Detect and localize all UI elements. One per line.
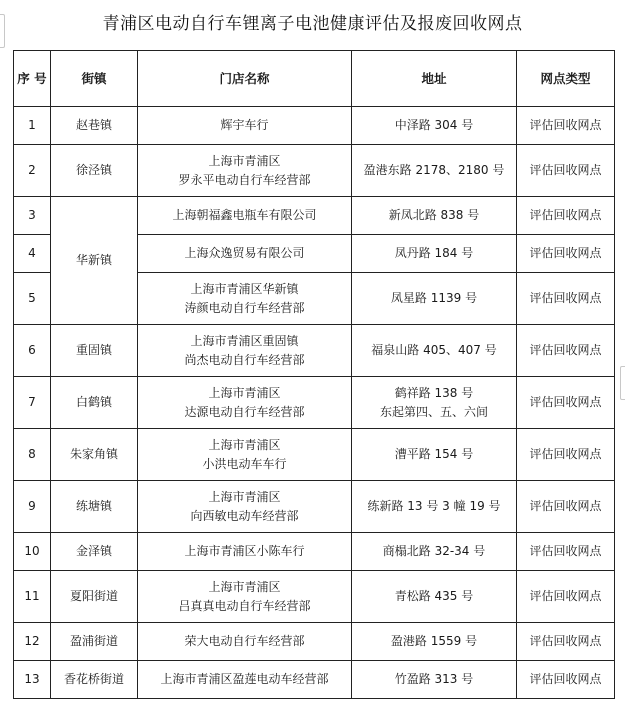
- cell-address: [352, 533, 517, 571]
- address-line: 鹤祥路 138 号: [394, 385, 474, 400]
- address-line: 中泽路 304 号: [394, 118, 474, 132]
- cell-type: 评估回收网点: [517, 571, 615, 623]
- cell-store: [138, 571, 352, 623]
- store-name-line: 上海市青浦区: [208, 579, 281, 594]
- cell-type: 评估回收网点: [517, 533, 615, 571]
- cell-seq: 6: [14, 325, 51, 377]
- cell-address: [352, 197, 517, 235]
- cell-seq: 8: [14, 429, 51, 481]
- address-line: 练新路 13 号 3 幢 19 号: [367, 499, 501, 513]
- cell-store: [138, 533, 352, 571]
- cell-store: [138, 623, 352, 661]
- cell-address: [352, 377, 517, 429]
- cell-seq: 10: [14, 533, 51, 571]
- cell-town: 香花桥街道: [51, 661, 138, 699]
- address-line: 盈港东路 2178、2180 号: [363, 163, 505, 177]
- cell-address: [352, 235, 517, 273]
- cell-type: 评估回收网点: [517, 429, 615, 481]
- table-row: [14, 481, 615, 533]
- recycling-points-table: [13, 50, 615, 699]
- store-name-line: 达源电动自行车经营部: [184, 404, 305, 419]
- cell-seq: 3: [14, 197, 51, 235]
- store-name-line: 罗永平电动自行车经营部: [178, 172, 311, 187]
- cell-type: 评估回收网点: [517, 197, 615, 235]
- table-row: [14, 107, 615, 145]
- cell-seq: 7: [14, 377, 51, 429]
- store-name-line: 上海市青浦区: [208, 489, 281, 504]
- store-name-line: 小洪电动车车行: [202, 456, 287, 471]
- cell-type: 评估回收网点: [517, 273, 615, 325]
- cell-store: [138, 661, 352, 699]
- cell-type: 评估回收网点: [517, 107, 615, 145]
- cell-type: 评估回收网点: [517, 377, 615, 429]
- store-name-line: 上海市青浦区重固镇: [190, 333, 299, 348]
- page-title: 青浦区电动自行车锂离子电池健康评估及报废回收网点: [102, 14, 523, 34]
- cell-type: 评估回收网点: [517, 145, 615, 197]
- table-row: [14, 377, 615, 429]
- header-seq-line2: 号: [34, 71, 47, 86]
- address-line: 福泉山路 405、407 号: [371, 343, 497, 357]
- store-name-line: 辉宇车行: [220, 118, 269, 132]
- header-town: 街镇: [51, 51, 138, 107]
- cell-store: [138, 197, 352, 235]
- cell-type: 评估回收网点: [517, 325, 615, 377]
- cell-address: [352, 325, 517, 377]
- header-seq-line1: 序: [17, 71, 30, 86]
- header-store: 门店名称: [138, 51, 352, 107]
- cell-address: [352, 145, 517, 197]
- table-row: [14, 429, 615, 481]
- cell-store: [138, 325, 352, 377]
- store-name-line: 上海市青浦区: [208, 385, 281, 400]
- cell-address: [352, 107, 517, 145]
- cell-store: [138, 235, 352, 273]
- cell-address: [352, 429, 517, 481]
- cell-store: [138, 145, 352, 197]
- cell-seq: 12: [14, 623, 51, 661]
- cell-town: 徐泾镇: [51, 145, 138, 197]
- cell-type: 评估回收网点: [517, 623, 615, 661]
- store-name-line: 涛颜电动自行车经营部: [184, 300, 305, 315]
- cell-town: 练塘镇: [51, 481, 138, 533]
- cell-type: 评估回收网点: [517, 235, 615, 273]
- table-row: [14, 197, 615, 235]
- address-line: 新凤北路 838 号: [388, 208, 480, 222]
- scroll-handle-left[interactable]: [0, 14, 5, 48]
- cell-store: [138, 481, 352, 533]
- table-row: [14, 571, 615, 623]
- table-row: [14, 145, 615, 197]
- address-line: 青松路 435 号: [394, 589, 474, 603]
- header-type: 网点类型: [517, 51, 615, 107]
- address-line: 凤星路 1139 号: [390, 291, 478, 305]
- cell-address: [352, 481, 517, 533]
- store-name-line: 荣大电动自行车经营部: [184, 634, 305, 648]
- cell-town: 夏阳街道: [51, 571, 138, 623]
- address-line: 商榻北路 32-34 号: [382, 544, 486, 558]
- cell-store: [138, 429, 352, 481]
- store-name-line: 上海市青浦区小陈车行: [184, 544, 305, 558]
- store-name-line: 上海市青浦区: [208, 153, 281, 168]
- table-row: [14, 661, 615, 699]
- cell-store: [138, 273, 352, 325]
- scroll-handle-right[interactable]: [620, 366, 625, 400]
- table-body: [14, 107, 615, 699]
- cell-address: [352, 623, 517, 661]
- store-name-line: 上海朝福鑫电瓶车有限公司: [172, 208, 317, 222]
- table-row: [14, 325, 615, 377]
- table-row: [14, 623, 615, 661]
- cell-town: 金泽镇: [51, 533, 138, 571]
- cell-address: [352, 273, 517, 325]
- cell-address: [352, 571, 517, 623]
- cell-type: 评估回收网点: [517, 481, 615, 533]
- table-row: [14, 533, 615, 571]
- cell-town: 白鹤镇: [51, 377, 138, 429]
- cell-store: [138, 377, 352, 429]
- address-line: 东起第四、五、六间: [379, 404, 488, 419]
- address-line: 漕平路 154 号: [394, 447, 474, 461]
- cell-seq: 13: [14, 661, 51, 699]
- table-header-row: [14, 51, 615, 107]
- cell-town: 华新镇: [51, 197, 138, 325]
- cell-seq: 4: [14, 235, 51, 273]
- header-address: 地址: [352, 51, 517, 107]
- address-line: 凤丹路 184 号: [394, 246, 474, 260]
- store-name-line: 向西敏电动车经营部: [190, 508, 299, 523]
- cell-type: 评估回收网点: [517, 661, 615, 699]
- store-name-line: 上海市青浦区华新镇: [190, 281, 299, 296]
- store-name-line: 上海市青浦区盈莲电动车经营部: [160, 672, 329, 686]
- cell-town: 赵巷镇: [51, 107, 138, 145]
- header-seq: [14, 51, 51, 107]
- cell-town: 朱家角镇: [51, 429, 138, 481]
- store-name-line: 尚杰电动自行车经营部: [184, 352, 305, 367]
- cell-town: 重固镇: [51, 325, 138, 377]
- store-name-line: 上海众逸贸易有限公司: [184, 246, 305, 260]
- cell-town: 盈浦街道: [51, 623, 138, 661]
- cell-seq: 1: [14, 107, 51, 145]
- cell-seq: 11: [14, 571, 51, 623]
- cell-seq: 5: [14, 273, 51, 325]
- store-name-line: 吕真真电动自行车经营部: [178, 598, 311, 613]
- store-name-line: 上海市青浦区: [208, 437, 281, 452]
- address-line: 盈港路 1559 号: [390, 634, 478, 648]
- cell-address: [352, 661, 517, 699]
- cell-store: [138, 107, 352, 145]
- address-line: 竹盈路 313 号: [394, 672, 474, 686]
- cell-seq: 2: [14, 145, 51, 197]
- cell-seq: 9: [14, 481, 51, 533]
